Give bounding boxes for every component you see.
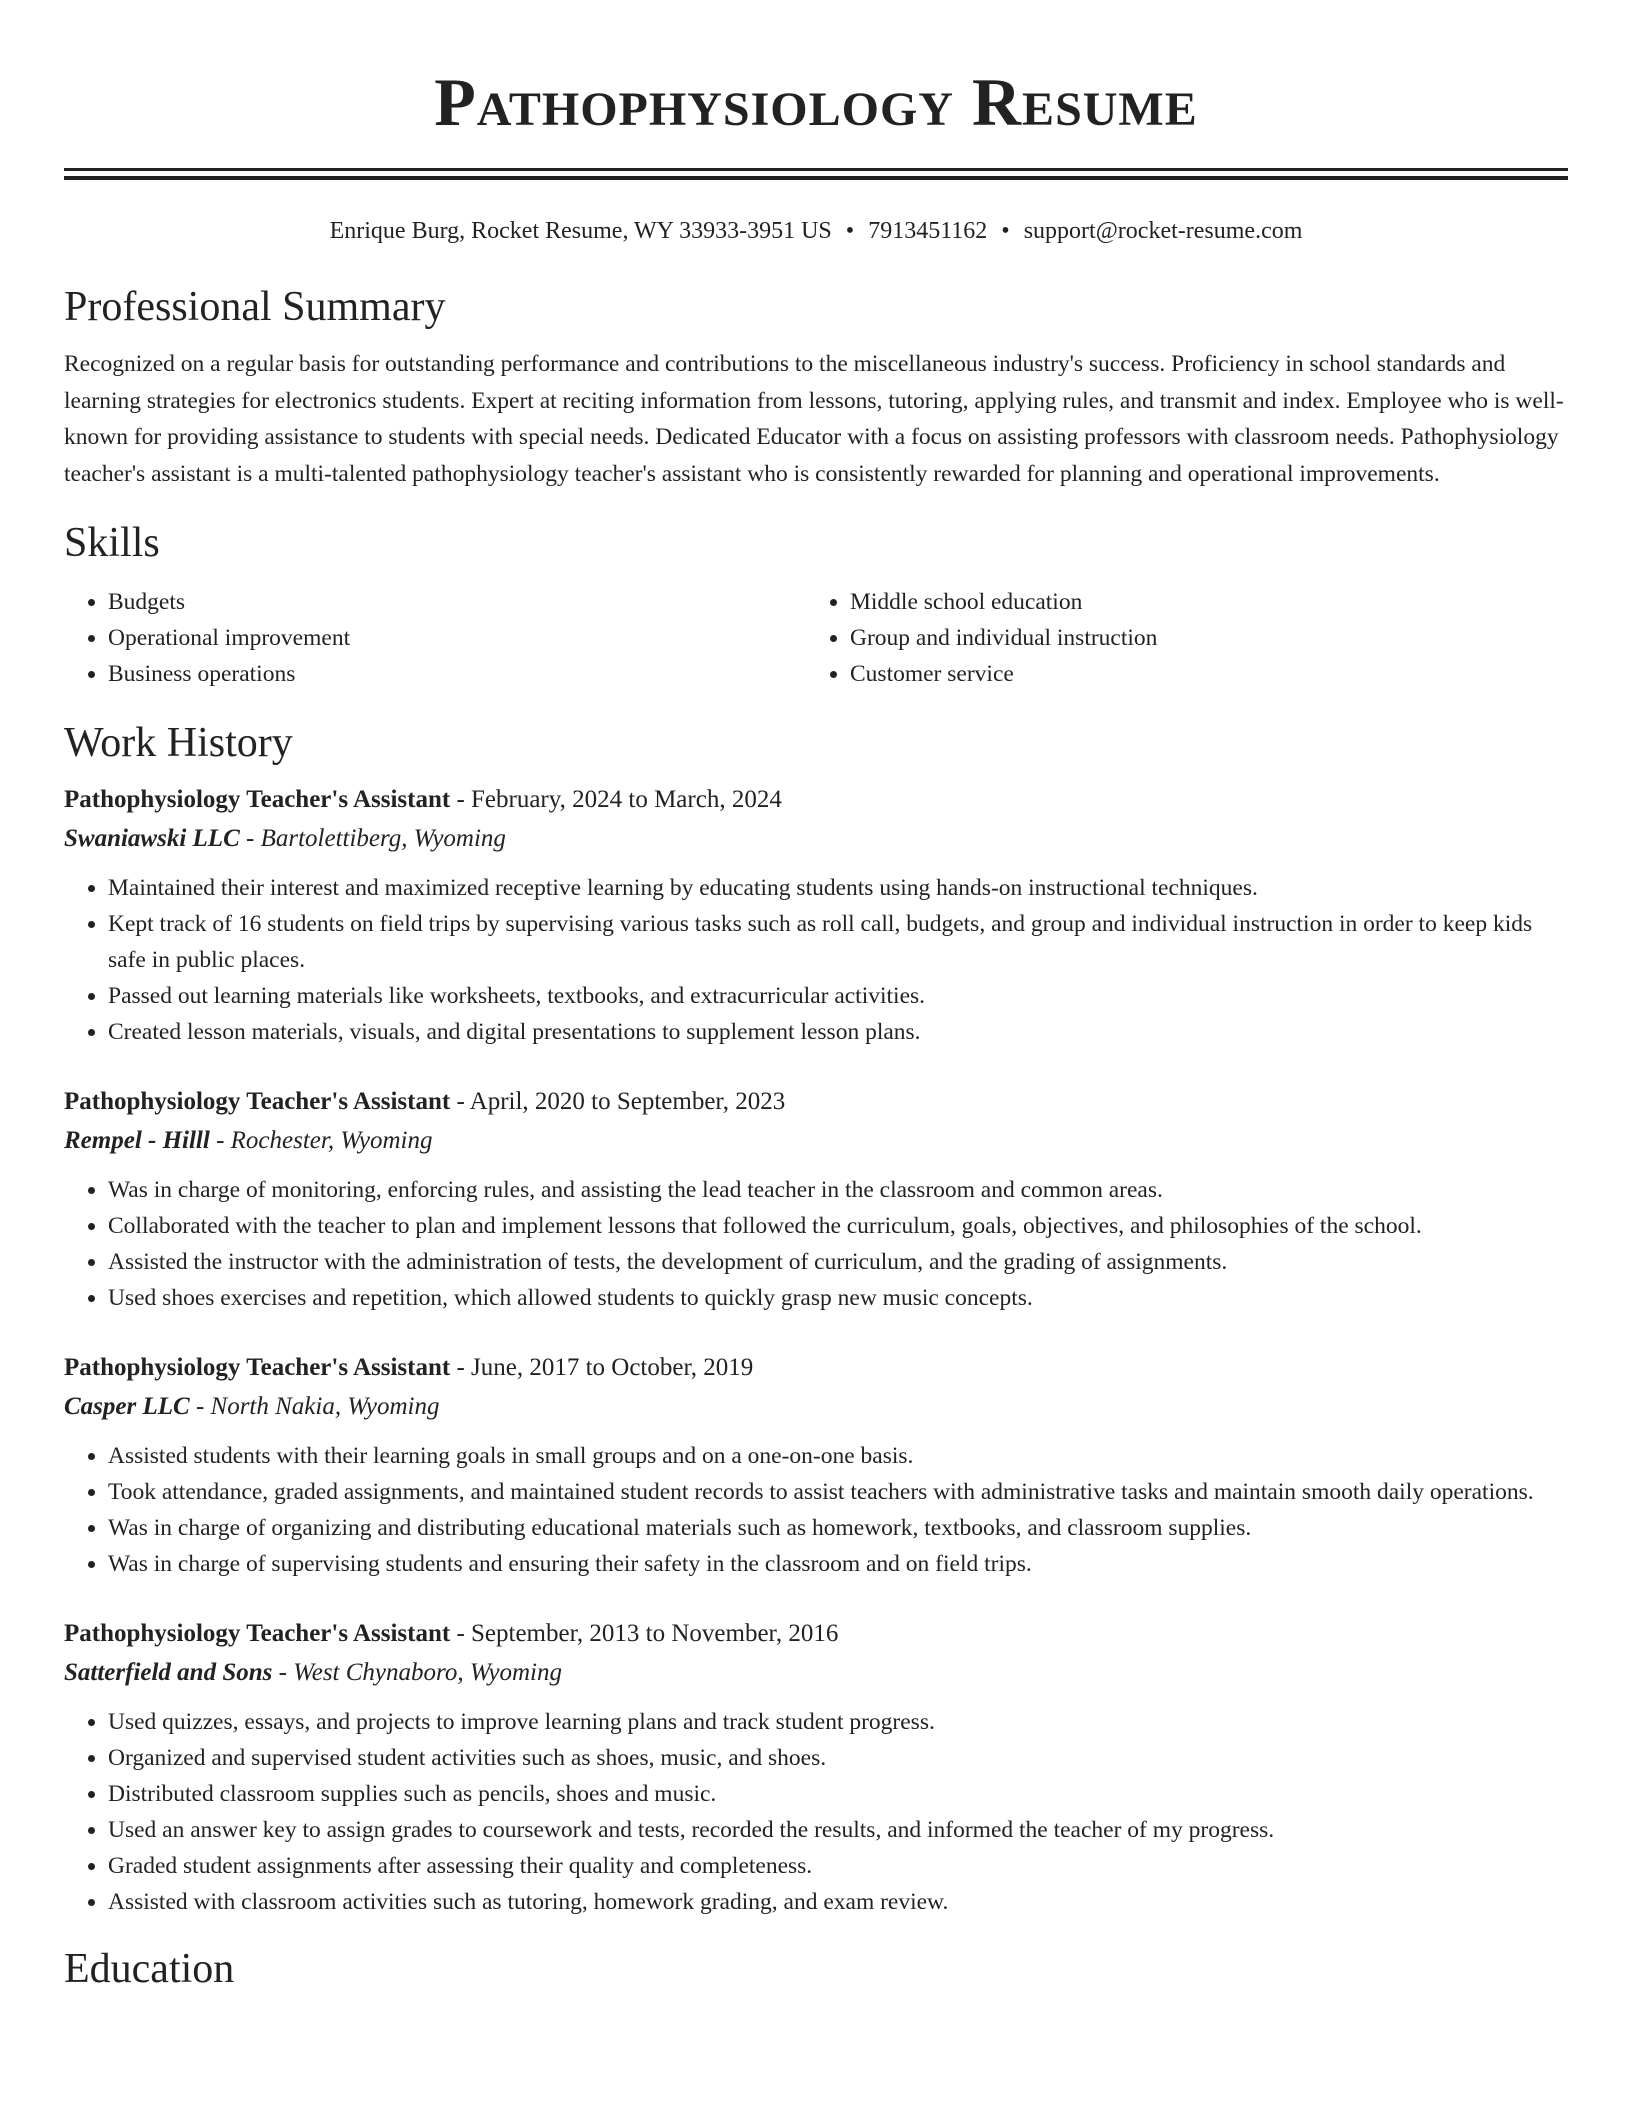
- job-entry: [64, 1614, 1568, 1920]
- job-bullets: [64, 870, 1568, 1050]
- skill-item: • Business operations: [108, 656, 806, 692]
- job-bullet: • Collaborated with the teacher to plan and implement lessons that followed the curriculum, goals, objectives, and philosophies of the school.: [108, 1208, 1568, 1244]
- job-company-line: [64, 820, 1568, 858]
- contact-email: support@rocket-resume.com: [1023, 218, 1303, 244]
- job-bullet: • Distributed classroom supplies such as pencils, shoes and music.: [108, 1776, 1568, 1812]
- job-company: Casper LLC: [64, 1393, 190, 1420]
- job-bullet: • Took attendance, graded assignments, and maintained student records to assist teachers with administrative tasks and maintain smooth daily operations.: [108, 1474, 1568, 1510]
- job-role: Pathophysiology Teacher's Assistant: [64, 1620, 451, 1647]
- skills-column-left: [64, 584, 806, 692]
- title-divider: [64, 168, 1568, 180]
- skills-heading: Skills: [64, 520, 160, 566]
- contact-separator: •: [1001, 218, 1010, 244]
- job-spacer: [64, 1050, 1568, 1082]
- job-company-line: [64, 1122, 1568, 1160]
- job-title-line: [64, 1614, 1568, 1654]
- work-history-heading: Work History: [64, 720, 293, 766]
- skill-item: • Operational improvement: [108, 620, 806, 656]
- job-title-line: [64, 1082, 1568, 1122]
- contact-separator: •: [845, 218, 855, 244]
- job-bullets: [64, 1704, 1568, 1920]
- skills-list: [64, 584, 1568, 692]
- job-entry: [64, 780, 1568, 1050]
- job-bullet: • Kept track of 16 students on field trips by supervising various tasks such as roll call, budgets, and group and individual instruction in order to keep kids safe in public places.: [108, 906, 1568, 978]
- job-bullet: • Assisted the instructor with the administration of tests, the development of curriculum, and the grading of assignments.: [108, 1244, 1568, 1280]
- job-dates: - September, 2013 to November, 2016: [450, 1620, 839, 1647]
- job-spacer: [64, 1316, 1568, 1348]
- job-dates: - February, 2024 to March, 2024: [450, 786, 782, 813]
- job-bullet: • Was in charge of monitoring, enforcing rules, and assisting the lead teacher in the classroom and common areas.: [108, 1172, 1568, 1208]
- skill-item: • Middle school education: [850, 584, 1548, 620]
- job-title-line: [64, 1348, 1568, 1388]
- job-location: - Bartolettiberg, Wyoming: [239, 825, 506, 852]
- job-company: Satterfield and Sons: [64, 1659, 273, 1686]
- summary-heading: Professional Summary: [64, 284, 446, 330]
- job-bullets: [64, 1438, 1568, 1582]
- job-entry: [64, 1082, 1568, 1316]
- skill-item: • Customer service: [850, 656, 1548, 692]
- job-bullet: • Created lesson materials, visuals, and digital presentations to supplement lesson plans.: [108, 1014, 1568, 1050]
- resume-page: [64, 0, 1568, 1994]
- job-bullet: • Organized and supervised student activities such as shoes, music, and shoes.: [108, 1740, 1568, 1776]
- skill-item: • Group and individual instruction: [850, 620, 1548, 656]
- job-bullet: • Used an answer key to assign grades to coursework and tests, recorded the results, and informed the teacher of my progress.: [108, 1812, 1568, 1848]
- skill-item: • Budgets: [108, 584, 806, 620]
- job-spacer: [64, 1582, 1568, 1614]
- job-dates: - April, 2020 to September, 2023: [450, 1088, 786, 1115]
- job-bullet: • Assisted students with their learning goals in small groups and on a one-on-one basis.: [108, 1438, 1568, 1474]
- contact-line: [64, 214, 1568, 248]
- job-bullet: • Used shoes exercises and repetition, which allowed students to quickly grasp new music concepts.: [108, 1280, 1568, 1316]
- page-title: Pathophysiology Resume: [434, 64, 1198, 140]
- job-entry: [64, 1348, 1568, 1582]
- job-dates: - June, 2017 to October, 2019: [450, 1354, 754, 1381]
- job-company-line: [64, 1388, 1568, 1426]
- job-bullet: • Was in charge of supervising students and ensuring their safety in the classroom and on field trips.: [108, 1546, 1568, 1582]
- job-company-line: [64, 1654, 1568, 1692]
- job-bullet: • Graded student assignments after assessing their quality and completeness.: [108, 1848, 1568, 1884]
- job-bullet: • Passed out learning materials like worksheets, textbooks, and extracurricular activities.: [108, 978, 1568, 1014]
- job-role: Pathophysiology Teacher's Assistant: [64, 1088, 451, 1115]
- job-bullet: • Was in charge of organizing and distributing educational materials such as homework, textbooks, and classroom supplies.: [108, 1510, 1568, 1546]
- summary-text: Recognized on a regular basis for outstanding performance and contributions to the miscellaneous industry's success. Proficiency in school standards and learning strategies for electronics students. Expert at reciting information from lessons, tutoring, applying rules, and transmit and index. Employee who is well-known for providing assistance to students with special needs. Dedicated Educator with a focus on assisting professors with classroom needs. Pathophysiology teacher's assistant is a multi-talented pathophysiology teacher's assistant who is consistently rewarded for planning and operational improvements.: [64, 351, 1564, 487]
- job-location: - North Nakia, Wyoming: [189, 1393, 440, 1420]
- job-role: Pathophysiology Teacher's Assistant: [64, 786, 451, 813]
- contact-address: Enrique Burg, Rocket Resume, WY 33933-3951 US: [329, 218, 832, 244]
- job-bullets: [64, 1172, 1568, 1316]
- job-company: Rempel - Hilll: [64, 1127, 210, 1154]
- job-location: - West Chynaboro, Wyoming: [272, 1659, 562, 1686]
- job-bullet: • Used quizzes, essays, and projects to improve learning plans and track student progress.: [108, 1704, 1568, 1740]
- job-location: - Rochester, Wyoming: [209, 1127, 433, 1154]
- job-bullet: • Assisted with classroom activities such as tutoring, homework grading, and exam review.: [108, 1884, 1568, 1920]
- job-company: Swaniawski LLC: [64, 825, 240, 852]
- education-heading: Education: [64, 1946, 235, 1992]
- job-bullet: • Maintained their interest and maximized receptive learning by educating students using hands-on instructional techniques.: [108, 870, 1568, 906]
- job-role: Pathophysiology Teacher's Assistant: [64, 1354, 451, 1381]
- contact-phone: 7913451162: [868, 218, 988, 244]
- skills-column-right: [806, 584, 1548, 692]
- job-title-line: [64, 780, 1568, 820]
